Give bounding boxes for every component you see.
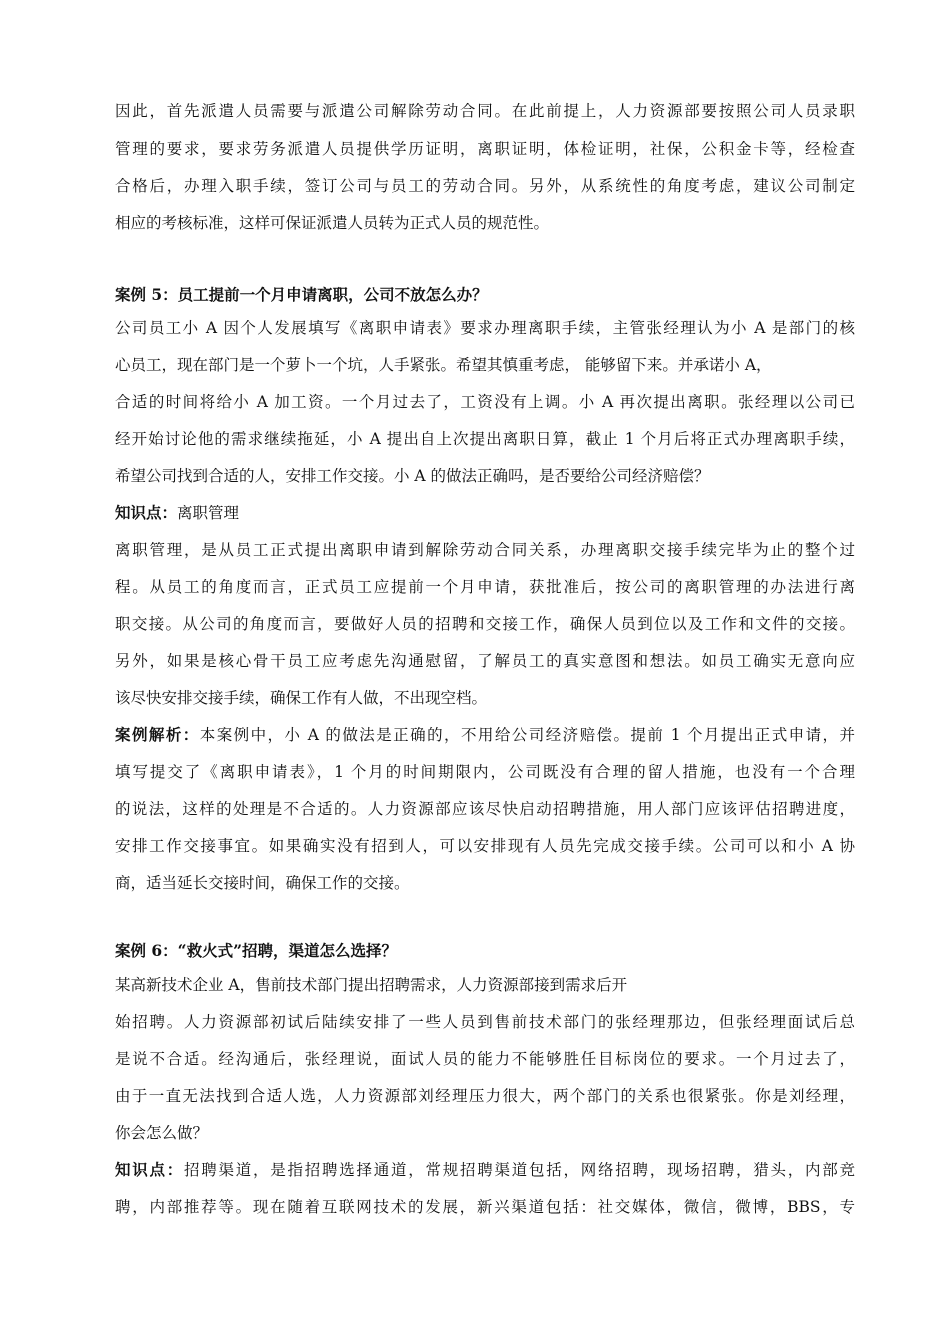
case6-story-line-3: 是说不合适。经沟通后，张经理说，面试人员的能力不能够胜任目标岗位的要求。一个月过去了， [115, 1050, 855, 1068]
knowledge-text: 招聘渠道，是指招聘选择通道，常规招聘渠道包括，网络招聘，现场招聘，猎头，内部竞 [184, 1161, 855, 1179]
case5-story-line-1: 公司员工小 A 因个人发展填写《离职申请表》要求办理离职手续，主管张经理认为小 A 是部门的核 [115, 319, 855, 337]
intro-line-3: 合格后，办理入职手续，签订公司与员工的劳动合同。另外，从系统性的角度考虑，建议公司制定 [115, 177, 855, 195]
case5-knowledge-line-5: 该尽快安排交接手续，确保工作有人做，不出现空档。 [115, 689, 488, 707]
case5-analysis-line-2: 填写提交了《离职申请表》，1 个月的时间期限内，公司既没有合理的留人措施，也没有一个合理 [115, 763, 855, 781]
case5-knowledge-line-2: 程。从员工的角度而言，正式员工应提前一个月申请，获批准后，按公司的离职管理的办法进行离 [115, 578, 855, 596]
case6-story-line-1: 某高新技术企业 A，售前技术部门提出招聘需求，人力资源部接到需求后开 [115, 976, 628, 994]
case5-knowledge-line-4: 另外，如果是核心骨干员工应考虑先沟通慰留，了解员工的真实意图和想法。如员工确实无意向应 [115, 652, 855, 670]
knowledge-label: 知识点： [115, 503, 178, 522]
knowledge-label: 知识点： [115, 1160, 184, 1179]
knowledge-value: 离职管理 [177, 504, 240, 522]
case5-story-line-3: 合适的时间将给小 A 加工资。一个月过去了，工资没有上调。小 A 再次提出离职。张经理以公司已 [115, 393, 855, 411]
case5-heading: 案例 5：员工提前一个月申请离职，公司不放怎么办？ [115, 285, 488, 304]
case6-story-line-2: 始招聘。人力资源部初试后陆续安排了一些人员到售前技术部门的张经理那边，但张经理面试后总 [115, 1013, 855, 1031]
case5-knowledge-point [115, 503, 855, 523]
case6-knowledge-line-1 [115, 1160, 855, 1180]
case5-analysis-line-3: 的说法，这样的处理是不合适的。人力资源部应该尽快启动招聘措施，用人部门应该评估招聘进度， [115, 800, 855, 818]
intro-line-2: 管理的要求，要求劳务派遣人员提供学历证明，离职证明，体检证明，社保，公积金卡等，经检查 [115, 140, 855, 158]
case5-story-line-5: 希望公司找到合适的人，安排工作交接。小 A 的做法正确吗，是否要给公司经济赔偿？ [115, 467, 710, 485]
intro-line-4: 相应的考核标准，这样可保证派遣人员转为正式人员的规范性。 [115, 214, 550, 232]
case5-knowledge-line-1: 离职管理，是从员工正式提出离职申请到解除劳动合同关系，办理离职交接手续完毕为止的整个过 [115, 541, 855, 559]
case5-knowledge-line-3: 职交接。从公司的角度而言，要做好人员的招聘和交接工作，确保人员到位以及工作和文件的交接。 [115, 615, 855, 633]
analysis-label: 案例解析： [115, 725, 200, 744]
intro-line-1: 因此，首先派遣人员需要与派遣公司解除劳动合同。在此前提上，人力资源部要按照公司人员录职 [115, 102, 855, 120]
analysis-text: 本案例中，小 A 的做法是正确的，不用给公司经济赔偿。提前 1 个月提出正式申请，并 [199, 726, 855, 744]
case6-story-line-5: 你会怎么做？ [115, 1124, 209, 1142]
case5-story-line-2: 心员工，现在部门是一个萝卜一个坑，人手紧张。希望其慎重考虑， 能够留下来。并承诺小 A， [115, 356, 772, 374]
case6-story-line-4: 由于一直无法找到合适人选，人力资源部刘经理压力很大，两个部门的关系也很紧张。你是刘经理， [115, 1087, 855, 1105]
case6-heading: 案例 6：“救火式”招聘，渠道怎么选择？ [115, 941, 398, 960]
case5-analysis-line-4: 安排工作交接事宜。如果确实没有招到人，可以安排现有人员先完成交接手续。公司可以和小 A 协 [115, 837, 855, 855]
case5-analysis-line-5: 商，适当延长交接时间，确保工作的交接。 [115, 874, 410, 892]
case6-knowledge-line-2: 聘，内部推荐等。现在随着互联网技术的发展，新兴渠道包括：社交媒体，微信，微博，BBS，专 [115, 1198, 855, 1216]
case5-analysis-line-1 [115, 725, 855, 745]
case5-story-line-4: 经开始讨论他的需求继续拖延，小 A 提出自上次提出离职日算，截止 1 个月后将正式办理离职手续， [115, 430, 855, 448]
